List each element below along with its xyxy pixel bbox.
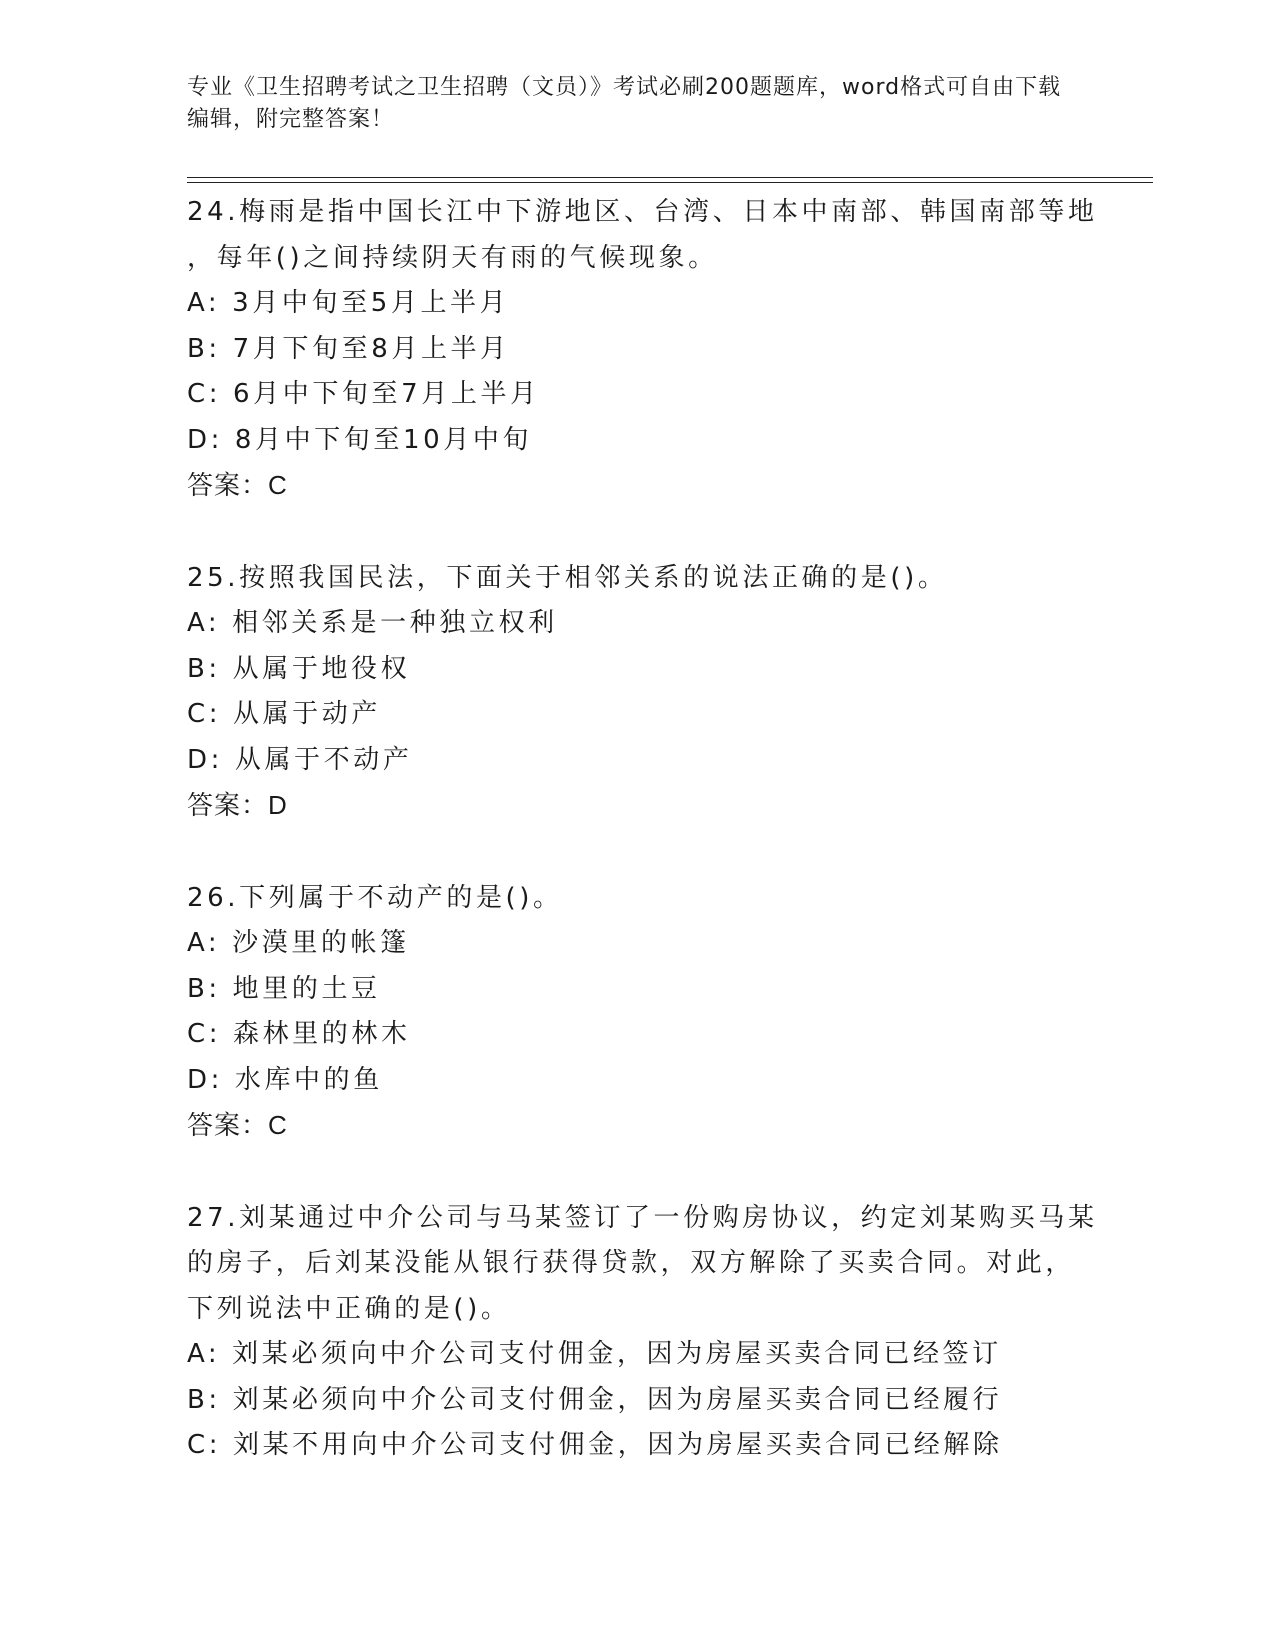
header-text: 专业《卫生招聘考试之卫生招聘（文员）》考试必刷200题题库，word格式可自由下载编辑，附完整答案！ [187,75,1062,132]
question-26 [187,876,1087,1149]
option-b: B: 从属于地役权 [187,653,411,684]
option-d: D: 水库中的鱼 [187,1064,383,1095]
answer-label: 答案：C [187,1110,288,1140]
option-a: A: 沙漠里的帐篷 [187,928,410,958]
option-b: B: 地里的土豆 [187,973,381,1004]
option-d: D: 从属于不动产 [187,744,413,775]
answer-label: 答案：D [187,790,288,820]
option-c: C: 6月中下旬至7月上半月 [187,379,540,409]
option-c: C: 刘某不用向中介公司支付佣金，因为房屋买卖合同已经解除 [187,1430,1003,1460]
question-stem-line: 27.刘某通过中介公司与马某签订了一份购房协议，约定刘某购买马某 [187,1202,1098,1233]
option-b: B: 7月下旬至8月上半月 [187,333,510,364]
question-24 [187,190,1098,509]
question-27 [187,1196,1098,1469]
question-stem-line: 的房子，后刘某没能从银行获得贷款，双方解除了买卖合同。对此， [187,1248,1076,1278]
document-header [187,72,1067,136]
header-divider-bottom [187,182,1153,183]
answer-label: 答案：C [187,470,288,500]
question-stem-line: 26.下列属于不动产的是()。 [187,882,563,913]
question-stem-line: 24.梅雨是指中国长江中下游地区、台湾、日本中南部、韩国南部等地 [187,197,1098,227]
question-stem-line: ，每年()之间持续阴天有雨的气候现象。 [187,242,718,273]
option-c: C: 森林里的林木 [187,1019,411,1049]
question-list [187,190,1098,1516]
question-stem-line: 25.按照我国民法，下面关于相邻关系的说法正确的是()。 [187,562,948,593]
option-b: B: 刘某必须向中介公司支付佣金，因为房屋买卖合同已经履行 [187,1384,1003,1415]
option-a: A: 3月中旬至5月上半月 [187,288,510,318]
question-25 [187,556,1087,829]
option-c: C: 从属于动产 [187,699,381,729]
question-stem-line: 下列说法中正确的是()。 [187,1293,511,1324]
option-d: D: 8月中下旬至10月中旬 [187,424,533,455]
option-a: A: 刘某必须向中介公司支付佣金，因为房屋买卖合同已经签订 [187,1339,1002,1369]
option-a: A: 相邻关系是一种独立权利 [187,608,558,638]
header-divider-top [187,177,1153,178]
